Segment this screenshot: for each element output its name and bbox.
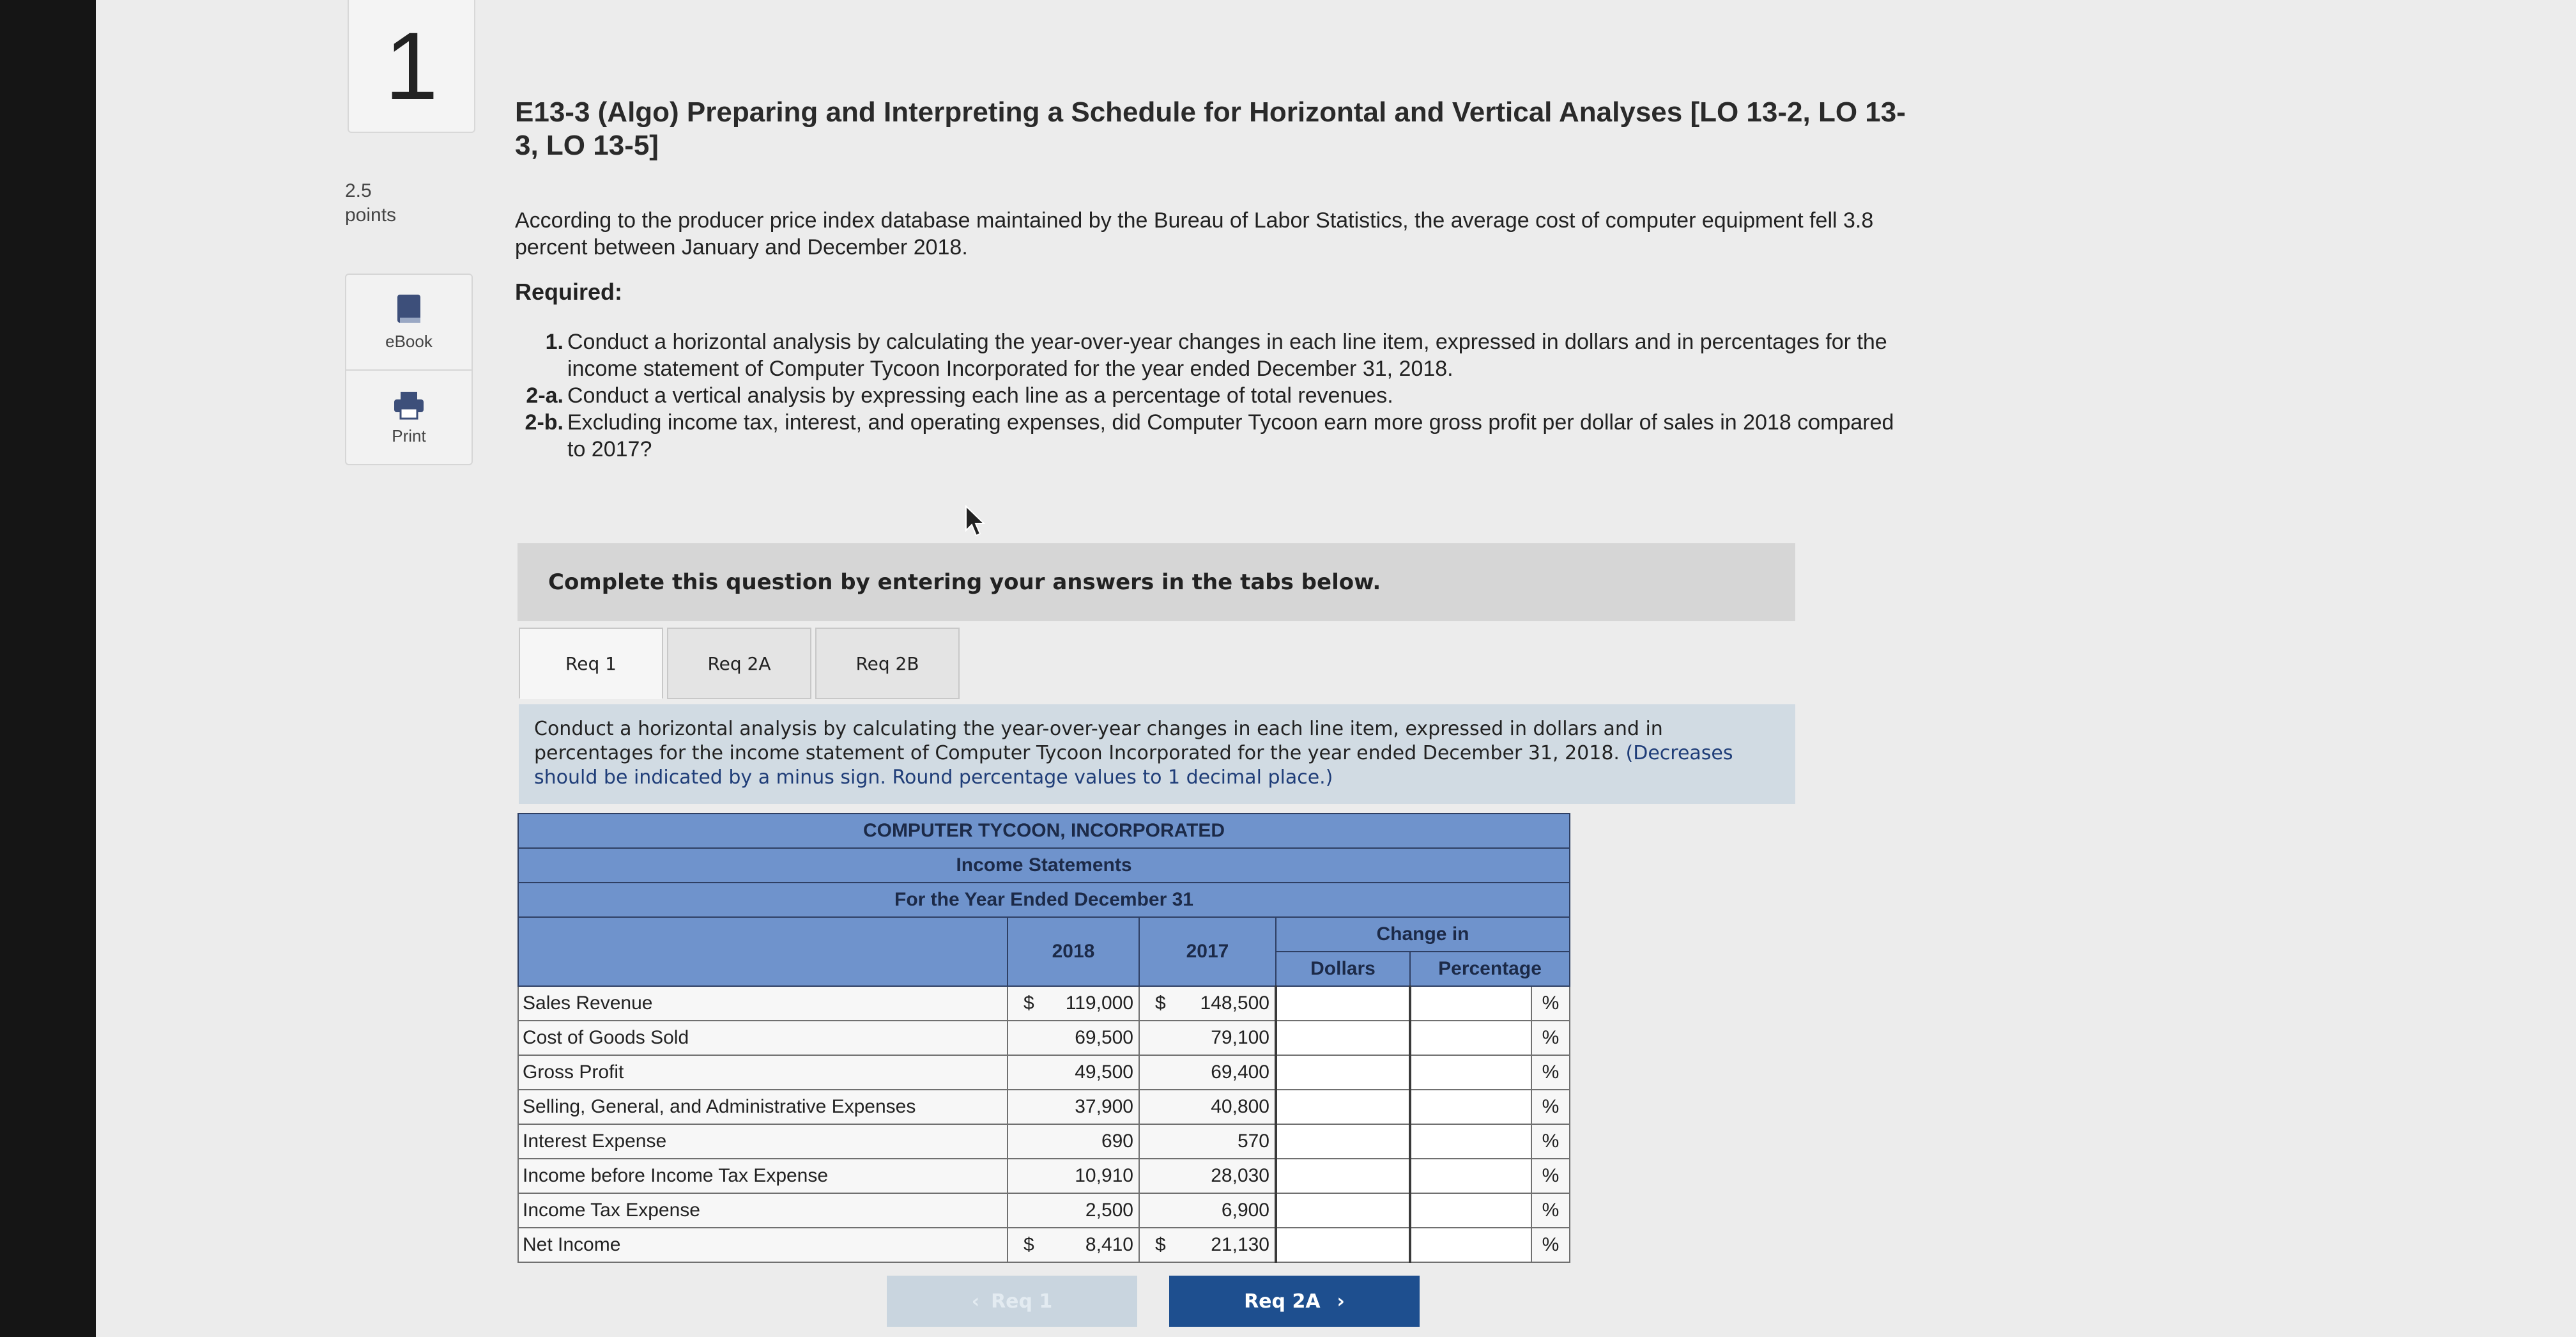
value-2017: 79,100 <box>1139 1021 1276 1055</box>
change-dollars-input[interactable] <box>1276 1193 1410 1228</box>
table-row <box>518 986 1570 1021</box>
table-row <box>518 1228 1570 1262</box>
chevron-right-icon: › <box>1337 1290 1345 1313</box>
table-row <box>518 1090 1570 1124</box>
percent-sign: % <box>1531 1055 1570 1090</box>
tab-req-2b[interactable]: Req 2B <box>815 628 960 699</box>
tab-req-1[interactable]: Req 1 <box>519 628 663 699</box>
points-label: points <box>345 205 397 226</box>
percent-sign: % <box>1531 1193 1570 1228</box>
statement-period: For the Year Ended December 31 <box>518 883 1570 917</box>
currency-sign: $ <box>1023 993 1034 1014</box>
value-2018 <box>1008 986 1139 1021</box>
change-percentage-input[interactable] <box>1410 1159 1531 1193</box>
row-label: Net Income <box>518 1228 1008 1262</box>
value-2017-text: 21,130 <box>1211 1234 1269 1255</box>
change-percentage-input[interactable] <box>1410 1124 1531 1159</box>
change-dollars-input[interactable] <box>1276 1055 1410 1090</box>
intro-paragraph: According to the producer price index database maintained by the Bureau of Labor Statistics, the average cost of computer equipment fell 3.8 percent between January and December 2018. <box>515 208 1874 259</box>
percent-sign: % <box>1531 986 1570 1021</box>
prev-tab-label: Req 1 <box>991 1290 1053 1313</box>
value-2017-text: 148,500 <box>1200 993 1269 1014</box>
value-2018 <box>1008 1228 1139 1262</box>
header-2018: 2018 <box>1008 917 1139 986</box>
value-2017: 6,900 <box>1139 1193 1276 1228</box>
value-2018: 69,500 <box>1008 1021 1139 1055</box>
requirement-label: 2-b. <box>525 410 564 435</box>
value-2017: 40,800 <box>1139 1090 1276 1124</box>
tools-panel <box>345 274 473 465</box>
statement-name: Income Statements <box>518 848 1570 883</box>
print-icon <box>393 390 425 420</box>
requirement-text: Conduct a horizontal analysis by calculating the year-over-year changes in each line item, expressed in dollars and in percentages for the income statement of Computer Tycoon Incorporated for the year ended December 31, 2018. <box>567 330 1887 381</box>
change-percentage-input[interactable] <box>1410 1090 1531 1124</box>
change-dollars-input[interactable] <box>1276 986 1410 1021</box>
required-heading: Required: <box>515 279 623 305</box>
value-2017: 69,400 <box>1139 1055 1276 1090</box>
tab-req-2a[interactable]: Req 2A <box>667 628 811 699</box>
value-2018: 690 <box>1008 1124 1139 1159</box>
table-row <box>518 1021 1570 1055</box>
value-2018: 49,500 <box>1008 1055 1139 1090</box>
change-dollars-input[interactable] <box>1276 1159 1410 1193</box>
value-2017: 570 <box>1139 1124 1276 1159</box>
change-dollars-input[interactable] <box>1276 1124 1410 1159</box>
change-dollars-input[interactable] <box>1276 1090 1410 1124</box>
ebook-label: eBook <box>385 331 433 351</box>
row-label: Sales Revenue <box>518 986 1008 1021</box>
requirement-label: 2-a. <box>526 383 564 408</box>
currency-sign: $ <box>1023 1234 1034 1255</box>
requirement-item <box>515 382 1959 409</box>
value-2018: 37,900 <box>1008 1090 1139 1124</box>
percent-sign: % <box>1531 1021 1570 1055</box>
table-row <box>518 1193 1570 1228</box>
header-change-in: Change in <box>1276 917 1570 952</box>
ebook-icon <box>395 293 423 325</box>
table-row <box>518 1055 1570 1090</box>
percent-sign: % <box>1531 1124 1570 1159</box>
row-label: Income Tax Expense <box>518 1193 1008 1228</box>
instructions-main: Conduct a horizontal analysis by calculating the year-over-year changes in each line item, expressed in dollars and in percentages for the income statement of Computer Tycoon Incorporated for the year ended December 31, 2018. <box>534 718 1663 764</box>
row-label: Income before Income Tax Expense <box>518 1159 1008 1193</box>
requirement-tabs <box>519 628 963 699</box>
mouse-cursor-icon <box>965 505 986 538</box>
income-statement-table <box>518 813 1569 1263</box>
value-2018-text: 8,410 <box>1085 1234 1133 1255</box>
print-label: Print <box>392 426 426 445</box>
next-tab-label: Req 2A <box>1244 1290 1321 1313</box>
change-percentage-input[interactable] <box>1410 1228 1531 1262</box>
company-name: COMPUTER TYCOON, INCORPORATED <box>518 814 1570 848</box>
screen <box>96 0 2576 1337</box>
chevron-left-icon: ‹ <box>971 1290 980 1313</box>
change-percentage-input[interactable] <box>1410 1055 1531 1090</box>
value-2018: 10,910 <box>1008 1159 1139 1193</box>
question-number: 1 <box>348 0 475 133</box>
instructions-note: (Decreases should be indicated by a minus sign. Round percentage values to 1 decimal place.) <box>534 742 1733 789</box>
change-percentage-input[interactable] <box>1410 986 1531 1021</box>
requirement-label: 1. <box>545 330 564 354</box>
row-label: Cost of Goods Sold <box>518 1021 1008 1055</box>
value-2017: 28,030 <box>1139 1159 1276 1193</box>
points-info <box>345 179 396 228</box>
table-row <box>518 1159 1570 1193</box>
requirements-list <box>515 328 1959 463</box>
question-content <box>515 96 1959 463</box>
requirement-text: Excluding income tax, interest, and operating expenses, did Computer Tycoon earn more gross profit per dollar of sales in 2018 compared to 2017? <box>567 410 1894 461</box>
tab-instructions <box>519 704 1795 804</box>
row-label: Gross Profit <box>518 1055 1008 1090</box>
change-dollars-input[interactable] <box>1276 1228 1410 1262</box>
requirement-item <box>515 409 1959 463</box>
ebook-button[interactable] <box>346 275 471 369</box>
currency-sign: $ <box>1155 1234 1166 1255</box>
change-percentage-input[interactable] <box>1410 1193 1531 1228</box>
label-header <box>518 917 1008 986</box>
row-label: Interest Expense <box>518 1124 1008 1159</box>
row-label: Selling, General, and Administrative Expenses <box>518 1090 1008 1124</box>
percent-sign: % <box>1531 1159 1570 1193</box>
instructions-banner: Complete this question by entering your answers in the tabs below. <box>518 543 1795 621</box>
value-2018: 2,500 <box>1008 1193 1139 1228</box>
percent-sign: % <box>1531 1090 1570 1124</box>
question-title: E13-3 (Algo) Preparing and Interpreting a Schedule for Horizontal and Vertical Analyses [LO 13-2, LO 13-3, LO 13-5] <box>515 97 1906 161</box>
tab-navigation <box>887 1276 1452 1327</box>
percent-sign: % <box>1531 1228 1570 1262</box>
value-2017 <box>1139 1228 1276 1262</box>
points-value: 2.5 <box>345 180 372 201</box>
prev-tab-button[interactable] <box>887 1276 1137 1327</box>
requirement-item <box>515 328 1959 382</box>
requirement-text: Conduct a vertical analysis by expressing each line as a percentage of total revenues. <box>567 383 1393 408</box>
change-dollars-input[interactable] <box>1276 1021 1410 1055</box>
currency-sign: $ <box>1155 993 1166 1014</box>
print-button[interactable] <box>346 369 471 465</box>
next-tab-button[interactable] <box>1169 1276 1420 1327</box>
header-dollars: Dollars <box>1276 952 1410 986</box>
table-row <box>518 1124 1570 1159</box>
header-2017: 2017 <box>1139 917 1276 986</box>
value-2017 <box>1139 986 1276 1021</box>
value-2018-text: 119,000 <box>1065 993 1133 1014</box>
header-percentage: Percentage <box>1410 952 1570 986</box>
change-percentage-input[interactable] <box>1410 1021 1531 1055</box>
